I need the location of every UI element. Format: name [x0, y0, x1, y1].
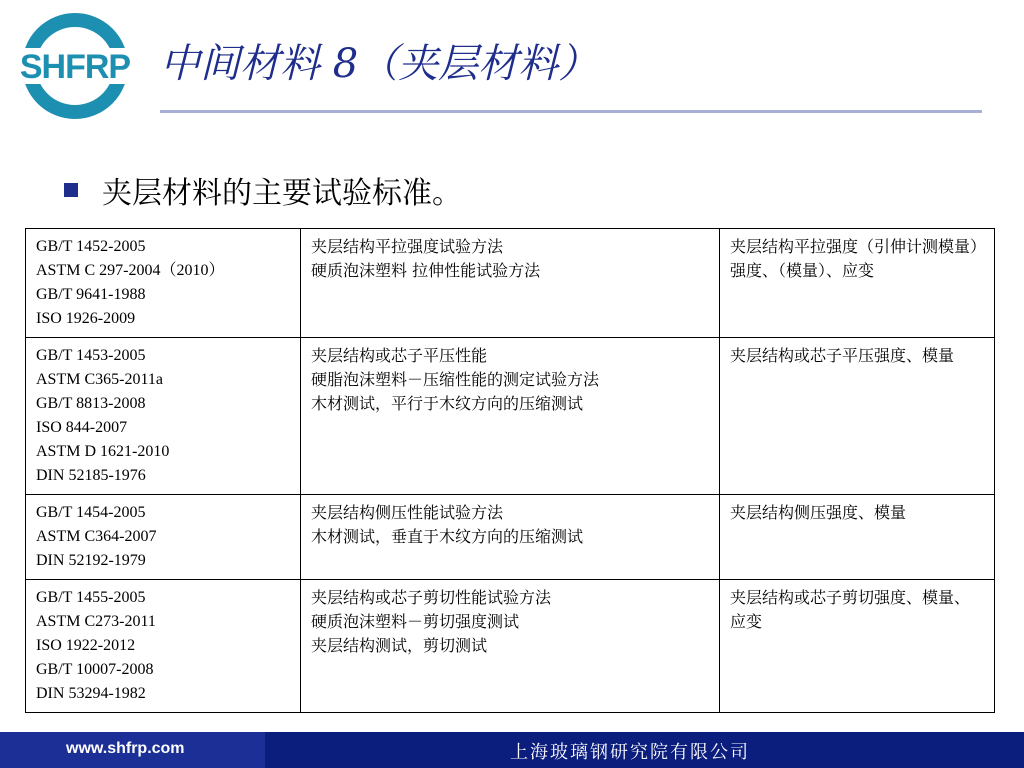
- property-cell: [720, 495, 995, 580]
- standards-cell: [26, 495, 301, 580]
- standard-code: GB/T 1454-2005: [36, 504, 146, 521]
- property-cell: [720, 580, 995, 713]
- method-text: 木材测试，垂直于木纹方向的压缩测试: [311, 527, 584, 546]
- footer-bar: [0, 732, 1024, 768]
- standards-cell: [26, 580, 301, 713]
- standards-table: [25, 228, 995, 713]
- standards-cell: [26, 338, 301, 495]
- method-cell: [301, 338, 720, 495]
- company-logo: [10, 8, 140, 124]
- property-text: 夹层结构平拉强度（引伸计测模量）: [730, 237, 987, 256]
- table-row: [26, 580, 995, 713]
- standard-code: DIN 53294-1982: [36, 685, 146, 702]
- property-cell: [720, 229, 995, 338]
- standard-code: GB/T 1455-2005: [36, 589, 146, 606]
- bullet-text: 夹层材料的主要试验标准。: [102, 176, 462, 211]
- method-cell: [301, 495, 720, 580]
- method-cell: [301, 580, 720, 713]
- standard-code: ISO 1926-2009: [36, 310, 136, 327]
- bullet-item: [64, 168, 462, 212]
- method-text: 木材测试，平行于木纹方向的压缩测试: [311, 394, 584, 413]
- method-text: 夹层结构或芯子剪切性能试验方法: [311, 588, 552, 607]
- method-text: 硬质泡沫塑料－剪切强度测试: [311, 612, 520, 631]
- page-title: 中间材料 8（夹层材料）: [160, 41, 599, 87]
- property-text: 夹层结构侧压强度、模量: [730, 503, 907, 522]
- logo-text: SHFRP: [19, 48, 131, 86]
- standard-code: ASTM C365-2011a: [36, 371, 163, 388]
- method-text: 夹层结构侧压性能试验方法: [311, 503, 504, 522]
- table-row: [26, 495, 995, 580]
- standard-code: GB/T 9641-1988: [36, 286, 146, 303]
- standard-code: GB/T 8813-2008: [36, 395, 146, 412]
- table-row: [26, 338, 995, 495]
- method-text: 夹层结构测试，剪切测试: [311, 636, 488, 655]
- standard-code: ASTM D 1621-2010: [36, 443, 170, 460]
- standard-code: ASTM C273-2011: [36, 613, 156, 630]
- property-text: 夹层结构或芯子剪切强度、模量、应变: [730, 588, 971, 631]
- method-text: 夹层结构平拉强度试验方法: [311, 237, 504, 256]
- standard-code: ASTM C364-2007: [36, 528, 157, 545]
- bullet-square-icon: [64, 183, 78, 197]
- standard-code: DIN 52185-1976: [36, 467, 146, 484]
- method-text: 硬脂泡沫塑料－压缩性能的测定试验方法: [311, 370, 600, 389]
- standard-code: GB/T 1452-2005: [36, 238, 146, 255]
- method-cell: [301, 229, 720, 338]
- property-cell: [720, 338, 995, 495]
- standard-code: ISO 1922-2012: [36, 637, 136, 654]
- standards-cell: [26, 229, 301, 338]
- method-text: 硬质泡沫塑料 拉伸性能试验方法: [311, 261, 541, 280]
- shfrp-logo-graphic: [10, 8, 140, 124]
- standard-code: GB/T 1453-2005: [36, 347, 146, 364]
- property-text: 夹层结构或芯子平压强度、模量: [730, 346, 955, 365]
- standard-code: ASTM C 297-2004（2010）: [36, 262, 225, 279]
- title-underline: [160, 110, 982, 113]
- standard-code: GB/T 10007-2008: [36, 661, 154, 678]
- method-text: 夹层结构或芯子平压性能: [311, 346, 488, 365]
- table-row: [26, 229, 995, 338]
- property-text: 强度、（模量）、应变: [730, 261, 875, 280]
- footer-url-link[interactable]: www.shfrp.com: [66, 740, 185, 757]
- footer-company-name: 上海玻璃钢研究院有限公司: [510, 742, 750, 763]
- standard-code: ISO 844-2007: [36, 419, 128, 436]
- standard-code: DIN 52192-1979: [36, 552, 146, 569]
